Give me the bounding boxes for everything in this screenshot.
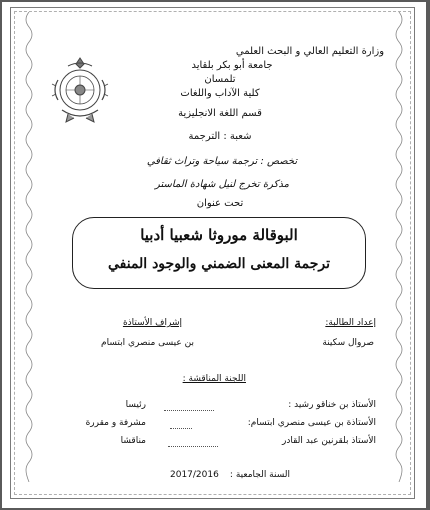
dotted-leader: [164, 410, 214, 411]
dotted-leader: [168, 446, 218, 447]
department-line: قسم اللغة الانجليزية: [178, 108, 262, 119]
academic-year-value: 2017/2016: [170, 470, 219, 480]
student-label: إعداد الطالبة:: [325, 318, 376, 328]
left-ornament-icon: [24, 12, 34, 482]
thesis-title-line1: البوقالة موروثا شعبيا أدبيا: [140, 226, 298, 244]
academic-year-label: السنة الجامعية :: [229, 470, 290, 480]
memo-line: مذكرة تخرج لنيل شهادة الماستر: [155, 179, 289, 190]
thesis-title-line2: ترجمة المعنى الضمني والوجود المنفي: [107, 256, 331, 272]
committee-member-3-name: الأستاذ بلقرنين عبد القادر: [282, 436, 376, 446]
committee-member-1-role: رئيسا: [125, 400, 146, 410]
under-title-line: تحت عنوان: [196, 198, 244, 209]
thesis-title-box: [72, 217, 366, 289]
document-page: [2, 2, 426, 508]
student-name: صروال سكينة: [322, 338, 374, 348]
committee-heading: اللجنة المناقشة :: [182, 374, 246, 384]
city-line: تلمسان: [204, 74, 236, 85]
faculty-line: كلية الآداب واللغات: [180, 88, 260, 99]
university-line: جامعة أبو بكر بلقايد: [191, 60, 273, 71]
specialty-line: تخصص : ترجمة سياحة وتراث ثقافي: [146, 156, 298, 167]
committee-member-1-name: الأستاذ بن خناقو رشيد :: [288, 400, 376, 410]
committee-member-2-role: مشرفة و مقررة: [85, 418, 146, 428]
committee-member-2-name: الأستاذة بن عيسى منصري ابتسام:: [247, 418, 376, 428]
ministry-line: وزارة التعليم العالي و البحث العلمي: [235, 46, 385, 57]
supervisor-label: إشراف الأستاذة: [122, 318, 182, 328]
dotted-leader: [170, 428, 192, 429]
committee-member-3-role: مناقشا: [120, 436, 146, 446]
branch-line: شعبة : الترجمة: [188, 131, 252, 142]
right-ornament-icon: [394, 12, 404, 482]
supervisor-name: بن عيسى منصري ابتسام: [101, 338, 194, 348]
university-seal-icon: [48, 56, 112, 128]
